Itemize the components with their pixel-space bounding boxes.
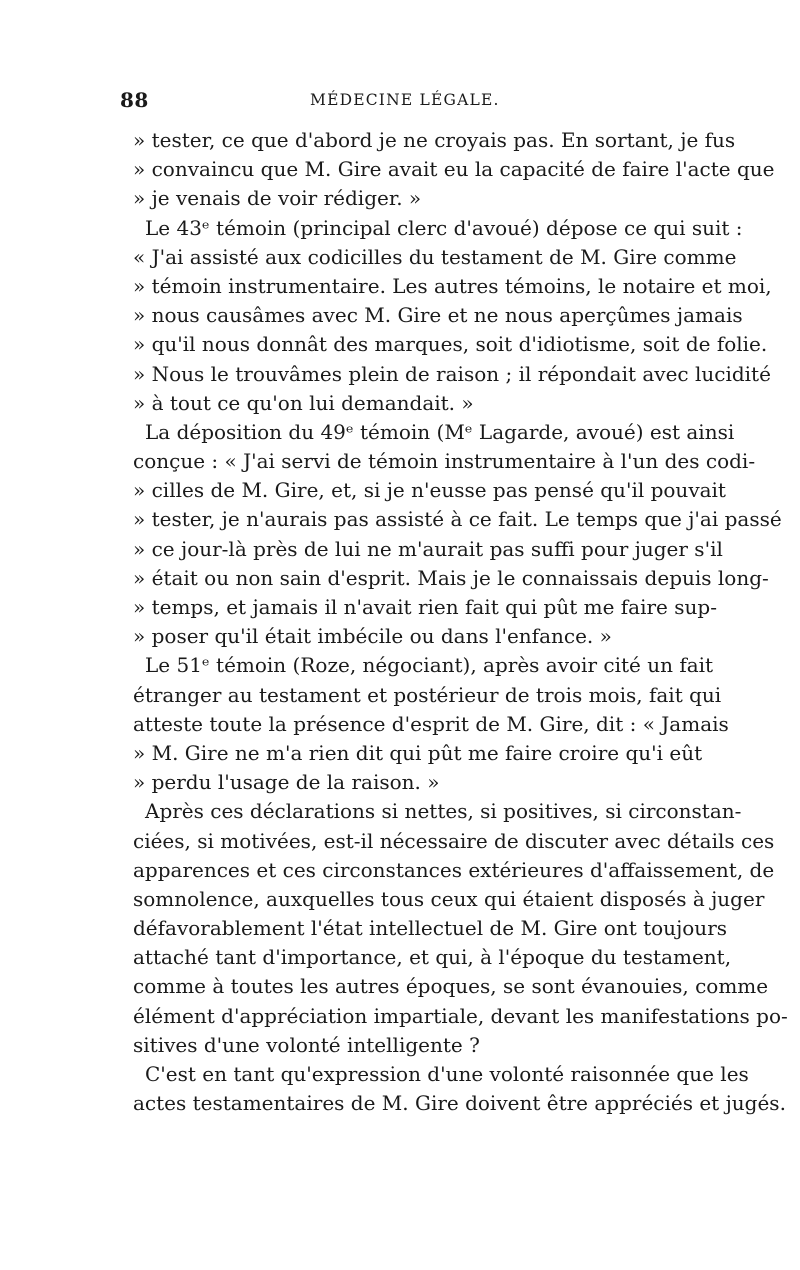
text-line: somnolence, auxquelles tous ceux qui étaient disposés à juger [133,886,765,911]
text-line: ciées, si motivées, est-il nécessaire de discuter avec détails ces [133,828,775,853]
text-line: actes testamentaires de M. Gire doivent être appréciés et jugés. [133,1091,786,1116]
text-line: La déposition du 49ᵉ témoin (Mᵉ Lagarde, avoué) est ainsi [145,419,735,444]
text-line: » tester, ce que d'abord je ne croyais pas. En sortant, je fus [133,128,736,152]
text-line: attaché tant d'importance, et qui, à l'époque du testament, [133,945,732,970]
page-number: 88 [120,88,149,112]
text-line: Le 43ᵉ témoin (principal clerc d'avoué) dépose ce qui suit : [145,215,743,240]
text-line: » était ou non sain d'esprit. Mais je le connaissais depuis long- [133,565,769,590]
text-line: » M. Gire ne m'a rien dit qui pût me faire croire qu'i eût [133,740,703,765]
text-line: » Nous le trouvâmes plein de raison ; il répondait avec lucidité [133,361,771,386]
running-head [120,88,680,118]
text-line: » perdu l'usage de la raison. » [133,770,440,795]
text-line: » je venais de voir rédiger. » [133,186,422,211]
text-line: » nous causâmes avec M. Gire et ne nous aperçûmes jamais [133,303,743,328]
text-line: « J'ai assisté aux codicilles du testament de M. Gire comme [133,244,737,269]
text-line: » cilles de M. Gire, et, si je n'eusse pas pensé qu'il pouvait [133,478,726,503]
text-line: Après ces déclarations si nettes, si positives, si circonstan- [145,799,742,824]
text-line: » qu'il nous donnât des marques, soit d'idiotisme, soit de folie. [133,332,768,357]
text-line: » temps, et jamais il n'avait rien fait qui pût me faire sup- [133,595,717,619]
text-line: » poser qu'il était imbécile ou dans l'enfance. » [133,624,612,649]
text-line: étranger au testament et postérieur de trois mois, fait qui [133,682,722,707]
text-line: » à tout ce qu'on lui demandait. » [133,390,474,415]
body-text [133,126,788,1118]
text-line: » convaincu que M. Gire avait eu la capacité de faire l'acte que [133,157,775,182]
text-line: défavorablement l'état intellectuel de M. Gire ont toujours [133,916,728,941]
text-line: sitives d'une volonté intelligente ? [133,1032,480,1057]
text-line: conçue : « J'ai servi de témoin instrumentaire à l'un des codi- [133,449,756,474]
text-line: » tester, je n'aurais pas assisté à ce fait. Le temps que j'ai passé [133,507,782,532]
text-line: atteste toute la présence d'esprit de M. Gire, dit : « Jamais [133,711,729,736]
text-line: » ce jour-là près de lui ne m'aurait pas suffi pour juger s'il [133,536,723,561]
text-line: C'est en tant qu'expression d'une volonté raisonnée que les [145,1062,749,1086]
text-line: comme à toutes les autres époques, se sont évanouies, comme [133,974,769,999]
text-line: Le 51ᵉ témoin (Roze, négociant), après avoir cité un fait [145,653,714,678]
text-line: apparences et ces circonstances extérieures d'affaissement, de [133,857,775,882]
text-line: élément d'appréciation impartiale, devant les manifestations po- [133,1003,788,1028]
running-title: MÉDECINE LÉGALE. [310,91,500,109]
text-line: » témoin instrumentaire. Les autres témoins, le notaire et moi, [133,273,772,298]
